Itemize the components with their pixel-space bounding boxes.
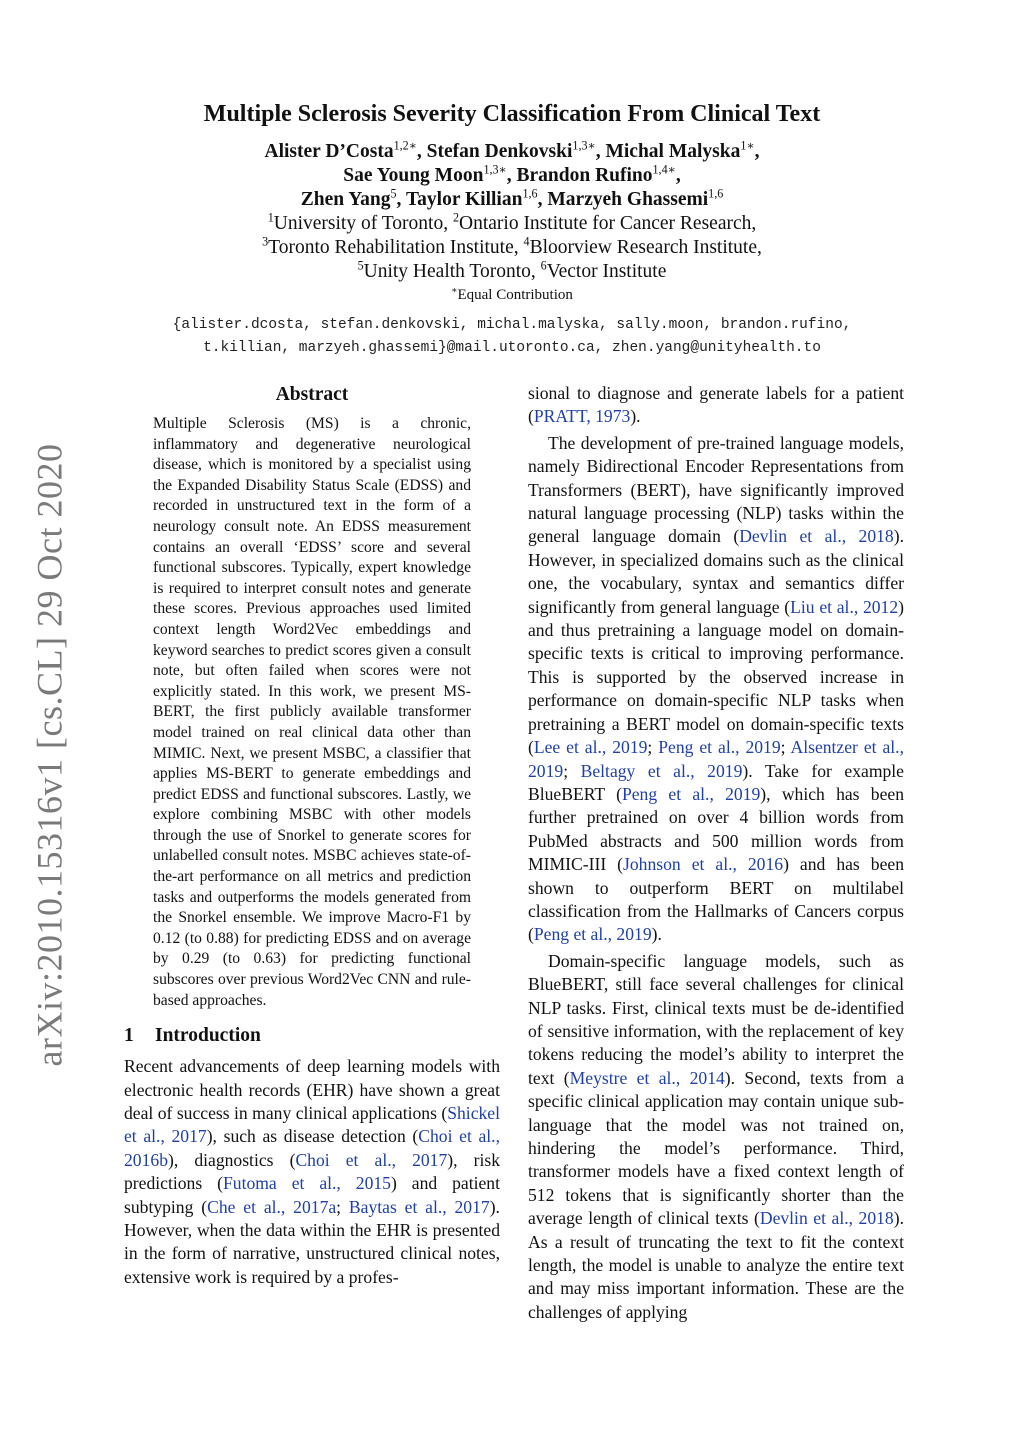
paragraph-text: sional to diagnose and generate labels for a patient ( [528, 383, 904, 427]
abstract-text: Multiple Sclerosis (MS) is a chronic, inflammatory and degenerative neurological disease, which is monitored by a specialist using the Expanded Disability Status Scale (EDSS) and recorded in unstructured text in the form of a neurology consult note. An EDSS measurement contains an overall ‘EDSS’ score and several functional subscores. Typically, expert knowledge is required to interpret consult notes and generate these scores. Previous approaches used limited context length Word2Vec embeddings and keyword searches to predict scores given a consult note, but often failed when scores were not explicitly stated. In this work, we present MS-BERT, the first publicly available transformer model trained on real clinical data other than MIMIC. Next, we present MSBC, a classifier that applies MS-BERT to generate embeddings and predict EDSS and functional subscores. Lastly, we explore combining MSBC with other models through the use of Snorkel to generate scores for unlabelled consult notes. MSBC achieves state-of-the-art performance on all metrics and prediction tasks and outperforms the models generated from the Snorkel ensemble. We improve Macro-F1 by 0.12 (to 0.88) for predicting EDSS and on average by 0.29 (to 0.63) for predicting functional subscores over previous Word2Vec CNN and rule-based approaches. [153, 415, 471, 1009]
citation-link[interactable]: Peng et al., 2019 [658, 737, 781, 758]
right-column [528, 382, 904, 1324]
paragraph-text: ) and has been shown to outperform BERT on multilabel classification from the Hallmarks of Cancers corpus ( [528, 854, 904, 945]
author-affiliation-mark: 1,3∗ [483, 162, 507, 177]
author-name: Taylor Killian [405, 189, 523, 210]
paragraph-text: ). Take for example BlueBERT ( [528, 760, 904, 804]
left-column [124, 382, 500, 1289]
paragraph-text: Domain-specific language models, such as BlueBERT, still face several challenges for clinical NLP tasks. First, clinical texts must be de-identified of sensitive information, with the replacement of key tokens reducing the model’s ability to interpret the text ( [528, 950, 904, 1088]
author-affiliation-mark: 1,2∗ [393, 138, 417, 153]
paragraph-text: ; [336, 1196, 349, 1217]
paragraph-text: ). [630, 406, 641, 427]
citation-link[interactable]: Choi et al., 2016b [124, 1126, 500, 1170]
paragraph-text: ) and thus pretraining a language model on domain-specific texts is critical to improving performance. This is supported by the observed increase in performance on domain-specific NLP tasks when pretraining a BERT model on domain-specific texts ( [528, 596, 905, 758]
citation-link[interactable]: Shickel et al., 2017 [124, 1103, 500, 1147]
equal-contribution-mark: ∗ [451, 286, 458, 296]
affiliation-number: 2 [452, 210, 459, 225]
arxiv-identifier-stamp [28, 443, 70, 1067]
author-name: Zhen Yang [300, 189, 391, 210]
equal-contribution-text: Equal Contribution [457, 287, 573, 303]
affiliation-name: Ontario Institute for Cancer Research, [459, 213, 757, 234]
email-line: {alister.dcosta, stefan.denkovski, michal.malyska, sally.moon, brandon.rufino, [172, 317, 852, 333]
citation-link[interactable]: Liu et al., 2012 [790, 596, 899, 617]
affiliation-number: 6 [540, 258, 547, 273]
paragraph-text: ). However, when the data within the EHR is presented in the form of narrative, unstructured clinical notes, extensive work is required by a profes- [124, 1196, 500, 1287]
paragraph-text: ; [647, 737, 659, 758]
equal-contribution-note [0, 287, 1024, 304]
affiliation-name: Unity Health Toronto, [363, 261, 541, 282]
paragraph-text: Recent advancements of deep learning models with electronic health records (EHR) have shown a great deal of success in many clinical applications ( [124, 1056, 500, 1124]
author-emails [0, 314, 1024, 360]
intro-paragraph-continued [528, 382, 904, 429]
intro-paragraph [528, 950, 904, 1325]
author-affiliation-mark: 1,4∗ [652, 162, 676, 177]
citation-link[interactable]: Lee et al., 2019 [533, 737, 648, 758]
affiliation-name: Vector Institute [546, 261, 667, 282]
author-affiliation-mark: 1∗ [740, 138, 755, 153]
citation-link[interactable]: Choi et al., 2017 [295, 1149, 448, 1170]
paragraph-text: ). As a result of truncating the text to fit the context length, the model is unable to analyze the entire text and may miss important information. These are the challenges of applying [528, 1208, 904, 1322]
affiliation-list [0, 212, 1024, 284]
paper-title: Multiple Sclerosis Severity Classification From Clinical Text [203, 101, 821, 127]
paragraph-text: The development of pre-trained language models, namely Bidirectional Encoder Representations from Transformers (BERT), have significantly improved natural language processing (NLP) tasks within the general language domain ( [528, 432, 904, 547]
affiliation-name: University of Toronto, [273, 213, 453, 234]
paragraph-text: ; [563, 760, 581, 781]
author-name: Stefan Denkovski [426, 141, 573, 162]
paragraph-text: ) and patient subtyping ( [124, 1173, 500, 1217]
paragraph-text: ). Second, texts from a specific clinical application may contain unique sub-language that the model was not trained on, hindering the model’s performance. Third, transformer models have a fixed context length of 512 tokens that is significantly shorter than the average length of clinical texts ( [528, 1067, 904, 1229]
author-name: Brandon Rufino [516, 165, 653, 186]
section-number: 1 [124, 1025, 134, 1047]
citation-link[interactable]: Peng et al., 2019 [533, 924, 652, 945]
citation-link[interactable]: Peng et al., 2019 [621, 783, 761, 804]
affiliation-name: Bloorview Research Institute, [529, 237, 762, 258]
intro-paragraph [528, 432, 904, 947]
author-name: Sae Young Moon [343, 165, 484, 186]
paragraph-text: ; [780, 737, 791, 758]
paragraph-text: ), which has been further pretrained on over 4 billion words from PubMed abstracts and 500 million words from MIMIC-III ( [528, 783, 904, 875]
section-title: Introduction [155, 1025, 261, 1047]
citation-link[interactable]: Meystre et al., 2014 [569, 1067, 725, 1088]
paragraph-text: ), risk predictions ( [124, 1149, 501, 1194]
citation-link[interactable]: PRATT, 1973 [533, 406, 631, 427]
affiliation-name: Toronto Rehabilitation Institute, [268, 237, 524, 258]
author-name: Alister D’Costa [264, 141, 394, 162]
intro-paragraph [124, 1055, 500, 1289]
paragraph-text: ), such as disease detection ( [206, 1126, 419, 1147]
paragraph-text: ). However, in specialized domains such as the clinical one, the vocabulary, syntax and semantics differ significantly from general language ( [528, 526, 904, 617]
citation-link[interactable]: Che et al., 2017a [207, 1196, 337, 1217]
email-line: t.killian, marzyeh.ghassemi}@mail.utoronto.ca, zhen.yang@unityhealth.to [203, 340, 821, 356]
affiliation-number: 4 [523, 234, 530, 249]
author-name: Marzyeh Ghassemi [547, 189, 709, 210]
affiliation-number: 3 [262, 234, 269, 249]
author-affiliation-mark: 1,3∗ [572, 138, 596, 153]
author-affiliation-mark: 1,6 [522, 186, 538, 201]
author-list: Alister D’Costa$^{1,2∗}$, Stefan Denkovski$^{1,3∗}$, Michal Malyska$^{1∗}$, Sae Young Moon$^{1,3∗}$, Brandon Rufino$^{1,4∗}$, Zhen Yang$^5$, Taylor Killian$^{1,6}$, Marzyeh Ghassemi$^{1,6}$ [264, 138, 760, 210]
citation-link[interactable]: Johnson et al., 2016 [623, 854, 784, 875]
abstract-heading: Abstract [275, 384, 349, 405]
affiliation-number: 1 [267, 210, 274, 225]
author-affiliation-mark: 1,6 [708, 186, 724, 201]
arxiv-identifier-text: arXiv:2010.15316v1 [cs.CL] 29 Oct 2020 [29, 443, 70, 1067]
citation-link[interactable]: Devlin et al., 2018 [739, 526, 894, 547]
affiliation-number: 5 [357, 258, 364, 273]
section-heading-introduction [124, 1025, 500, 1047]
author-affiliation-mark: 5 [390, 186, 397, 201]
author-name: Michal Malyska [605, 141, 741, 162]
citation-link[interactable]: Devlin et al., 2018 [759, 1208, 894, 1229]
citation-link[interactable]: Alsentzer et al., 2019 [528, 737, 904, 781]
citation-link[interactable]: Futoma et al., 2015 [222, 1173, 391, 1194]
citation-link[interactable]: Beltagy et al., 2019 [580, 760, 743, 781]
paragraph-text: ). [651, 924, 662, 945]
citation-link[interactable]: Baytas et al., 2017 [348, 1196, 490, 1217]
paragraph-text: ), diagnostics ( [167, 1149, 296, 1170]
